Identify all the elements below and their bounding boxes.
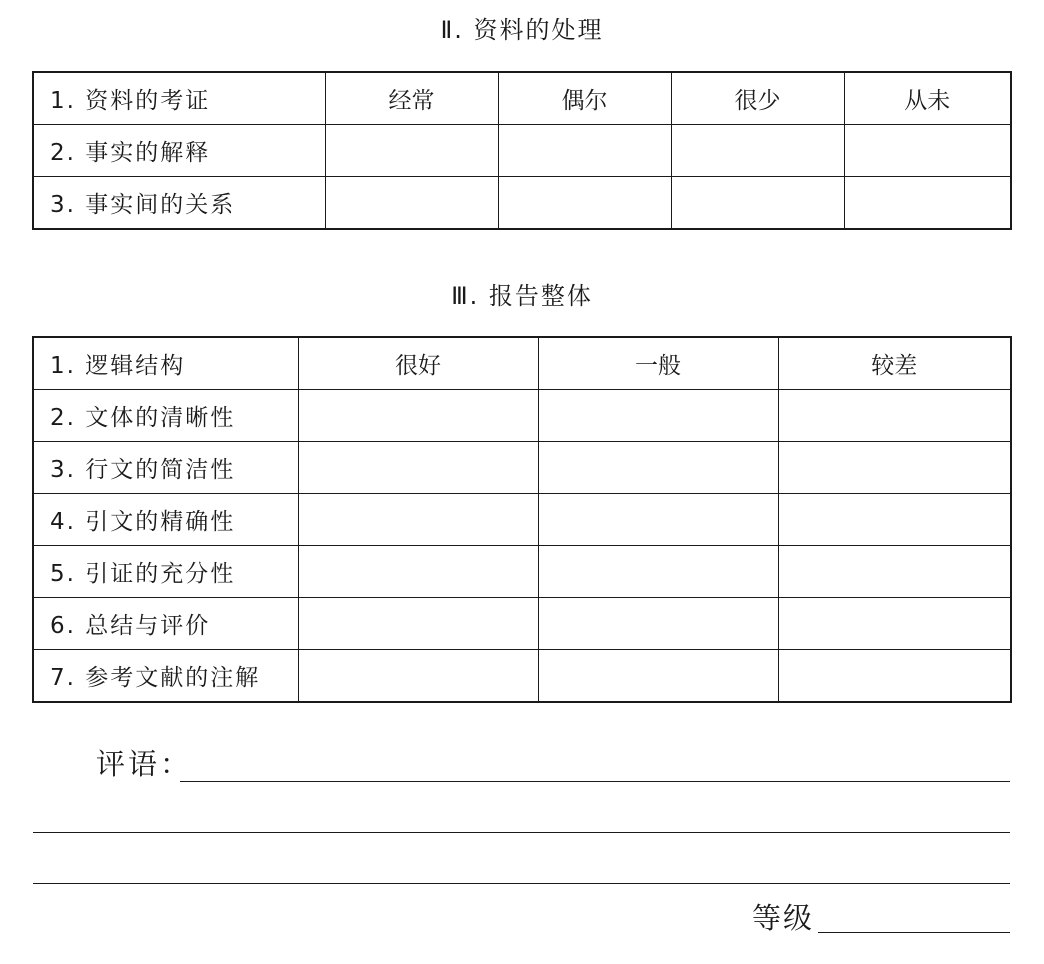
table-row <box>33 125 1011 177</box>
column-header-poor: 较差 <box>778 337 1011 390</box>
rating-cell[interactable] <box>298 546 538 598</box>
column-header-never: 从未 <box>844 72 1011 125</box>
criterion-label: 1. 逻辑结构 <box>33 337 298 390</box>
rating-cell[interactable] <box>538 598 778 650</box>
criterion-label: 3. 行文的简洁性 <box>33 442 298 494</box>
table-row <box>33 337 1011 390</box>
rating-cell[interactable] <box>538 494 778 546</box>
rating-cell[interactable] <box>498 125 671 177</box>
comments-label: 评语： <box>96 747 193 781</box>
column-header-average: 一般 <box>538 337 778 390</box>
section-title-overall: Ⅲ. 报告整体 <box>451 282 593 310</box>
criterion-label: 7. 参考文献的注解 <box>33 650 298 703</box>
column-header-rarely: 很少 <box>671 72 844 125</box>
rating-cell[interactable] <box>778 598 1011 650</box>
rating-cell[interactable] <box>671 177 844 230</box>
rating-cell[interactable] <box>298 598 538 650</box>
rating-cell[interactable] <box>298 494 538 546</box>
table-row <box>33 72 1011 125</box>
rating-cell[interactable] <box>671 125 844 177</box>
column-header-good: 很好 <box>298 337 538 390</box>
table-row <box>33 598 1011 650</box>
rating-cell[interactable] <box>844 177 1011 230</box>
criterion-label: 3. 事实间的关系 <box>33 177 325 230</box>
rating-cell[interactable] <box>325 125 498 177</box>
column-header-often: 经常 <box>325 72 498 125</box>
processing-rating-table <box>32 71 1012 230</box>
table-row <box>33 494 1011 546</box>
rating-cell[interactable] <box>538 390 778 442</box>
criterion-label: 6. 总结与评价 <box>33 598 298 650</box>
rating-cell[interactable] <box>778 650 1011 703</box>
comments-writing-line[interactable] <box>180 781 1010 782</box>
table-row <box>33 177 1011 230</box>
comments-writing-line[interactable] <box>33 832 1010 833</box>
rating-cell[interactable] <box>538 650 778 703</box>
criterion-label: 2. 文体的清晰性 <box>33 390 298 442</box>
rating-cell[interactable] <box>778 442 1011 494</box>
table-row <box>33 650 1011 703</box>
rating-cell[interactable] <box>844 125 1011 177</box>
criterion-label: 4. 引文的精确性 <box>33 494 298 546</box>
rating-cell[interactable] <box>298 650 538 703</box>
grade-writing-line[interactable] <box>818 932 1010 933</box>
grade-label: 等级 <box>752 901 815 935</box>
rating-cell[interactable] <box>325 177 498 230</box>
rating-cell[interactable] <box>538 442 778 494</box>
rating-cell[interactable] <box>538 546 778 598</box>
rating-cell[interactable] <box>778 390 1011 442</box>
comments-writing-line[interactable] <box>33 883 1010 884</box>
rating-cell[interactable] <box>298 442 538 494</box>
column-header-occasionally: 偶尔 <box>498 72 671 125</box>
section-title-processing: Ⅱ. 资料的处理 <box>440 16 604 44</box>
overall-rating-table <box>32 336 1012 703</box>
criterion-label: 2. 事实的解释 <box>33 125 325 177</box>
table-row <box>33 390 1011 442</box>
rating-cell[interactable] <box>498 177 671 230</box>
rating-cell[interactable] <box>778 494 1011 546</box>
criterion-label: 5. 引证的充分性 <box>33 546 298 598</box>
rating-cell[interactable] <box>298 390 538 442</box>
criterion-label: 1. 资料的考证 <box>33 72 325 125</box>
table-row <box>33 442 1011 494</box>
rating-cell[interactable] <box>778 546 1011 598</box>
table-row <box>33 546 1011 598</box>
